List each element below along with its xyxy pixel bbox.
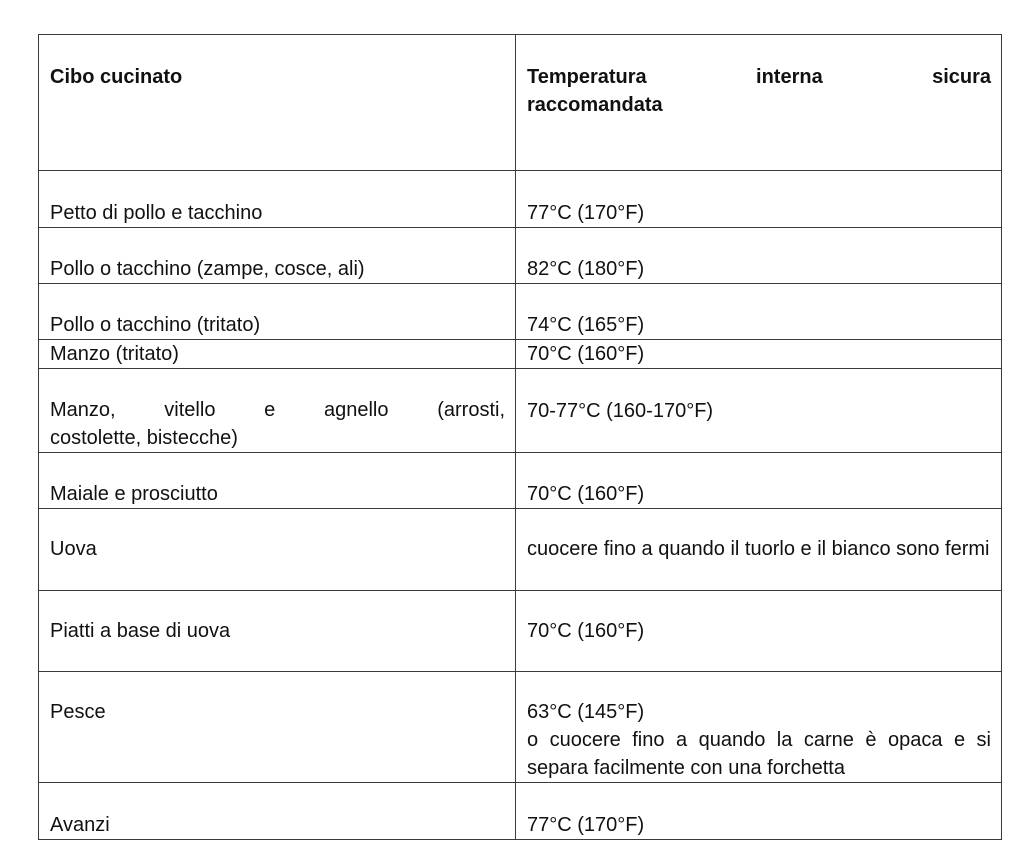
table-row — [39, 171, 1002, 228]
food-cell: Uova — [39, 509, 516, 591]
temperature-cell: 82°C (180°F) — [516, 228, 1002, 284]
table-row — [39, 509, 1002, 591]
temperature-cell: 74°C (165°F) — [516, 284, 1002, 340]
table-row — [39, 340, 1002, 369]
temperature-cell: 70°C (160°F) — [516, 453, 1002, 509]
food-cell: Pollo o tacchino (zampe, cosce, ali) — [39, 228, 516, 284]
food-cell: Petto di pollo e tacchino — [39, 171, 516, 228]
header-temperature-line2: raccomandata — [527, 94, 663, 116]
temperature-line2: o cuocere fino a quando la carne è opaca e si separa facilmente con una forchetta — [527, 729, 991, 779]
temperature-cell: 70°C (160°F) — [516, 591, 1002, 672]
temperature-cell: 77°C (170°F) — [516, 783, 1002, 840]
header-food — [39, 35, 516, 171]
food-line1: Manzo, vitello e agnello (arrosti, — [50, 399, 505, 421]
table-row — [39, 453, 1002, 509]
table-header-row — [39, 35, 1002, 171]
temperature-cell: 77°C (170°F) — [516, 171, 1002, 228]
cooking-temperature-table — [38, 34, 1002, 840]
temperature-cell — [516, 672, 1002, 783]
table-row — [39, 591, 1002, 672]
food-cell: Manzo (tritato) — [39, 340, 516, 369]
header-temperature — [516, 35, 1002, 171]
table-row — [39, 783, 1002, 840]
food-cell: Pollo o tacchino (tritato) — [39, 284, 516, 340]
food-cell — [39, 369, 516, 453]
header-temperature-line1: Temperatura interna sicura — [527, 66, 991, 88]
table-row — [39, 284, 1002, 340]
food-cell: Piatti a base di uova — [39, 591, 516, 672]
food-line2: costolette, bistecche) — [50, 427, 238, 449]
temperature-cell: 70-77°C (160-170°F) — [516, 369, 1002, 453]
temperature-cell: 70°C (160°F) — [516, 340, 1002, 369]
table-row — [39, 369, 1002, 453]
food-cell: Maiale e prosciutto — [39, 453, 516, 509]
table-row — [39, 672, 1002, 783]
table-row — [39, 228, 1002, 284]
header-food-label: Cibo cucinato — [50, 66, 183, 88]
temperature-cell: cuocere fino a quando il tuorlo e il bianco sono fermi — [516, 509, 1002, 591]
food-cell: Avanzi — [39, 783, 516, 840]
food-cell: Pesce — [39, 672, 516, 783]
temperature-line1: 63°C (145°F) — [527, 701, 645, 723]
